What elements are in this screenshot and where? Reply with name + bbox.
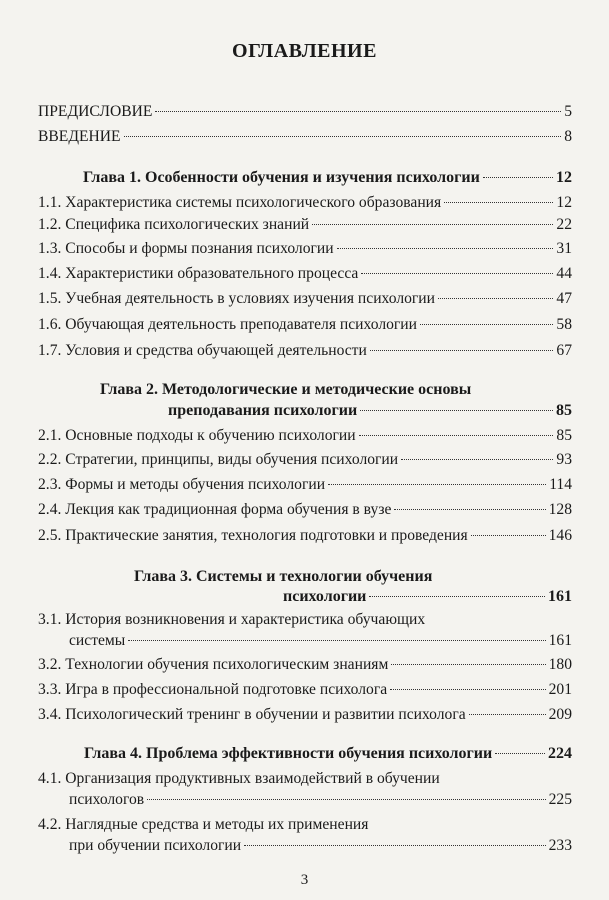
dot-leader [390, 689, 545, 690]
toc-entry-title-line1: 4.1. Организация продуктивных взаимодействий в обучении [38, 770, 440, 787]
toc-entry-page: 146 [548, 527, 572, 544]
toc-entry-title: 1.1. Характеристика системы психологического образования [38, 194, 442, 211]
dot-leader [420, 324, 553, 325]
toc-entry-page: 161 [548, 588, 572, 605]
toc-entry-page: 58 [556, 316, 572, 333]
toc-entry [38, 451, 572, 473]
dot-leader [495, 753, 545, 754]
dot-leader [147, 799, 545, 800]
toc-entry-title: 2.3. Формы и методы обучения психологии [38, 476, 326, 493]
toc-entry-title-line1: 3.1. История возникновения и характеристика обучающих [38, 611, 426, 628]
toc-entry [69, 632, 572, 654]
toc-entry-title: ПРЕДИСЛОВИЕ [38, 103, 153, 120]
dot-leader [361, 273, 553, 274]
toc-chapter-title-line1: Глава 3. Системы и технологии обучения [134, 568, 433, 585]
toc-entry-title: психологов [69, 791, 145, 808]
page-title: ОГЛАВЛЕНИЕ [232, 40, 377, 62]
dot-leader [328, 484, 546, 485]
dot-leader [469, 714, 546, 715]
toc-entry [38, 476, 572, 498]
toc-entry-title: 3.2. Технологии обучения психологическим знаниям [38, 656, 389, 673]
toc-entry [38, 656, 572, 678]
toc-chapter [83, 169, 572, 191]
toc-entry-page: 12 [556, 194, 572, 211]
toc-chapter [84, 745, 572, 767]
toc-entry-title: 2.2. Стратегии, принципы, виды обучения психологии [38, 451, 399, 468]
toc-chapter [283, 588, 572, 610]
toc-entry-page: 22 [556, 216, 572, 233]
dot-leader [244, 845, 546, 846]
dot-leader [471, 535, 546, 536]
toc-entry [38, 240, 572, 262]
toc-entry-page: 31 [556, 240, 572, 257]
toc-entry [38, 216, 572, 238]
toc-entry [38, 316, 572, 338]
toc-entry-page: 67 [556, 342, 572, 359]
toc-entry [38, 527, 572, 549]
toc-entry-page: 209 [548, 706, 572, 723]
dot-leader [370, 350, 554, 351]
toc-entry-title: 3.4. Психологический тренинг в обучении и развитии психолога [38, 706, 466, 723]
toc-entry-page: 180 [548, 656, 572, 673]
dot-leader [401, 459, 553, 460]
toc-entry-title: 1.4. Характеристики образовательного процесса [38, 265, 359, 282]
toc-entry [38, 265, 572, 287]
toc-entry [38, 290, 572, 312]
toc-entry [38, 706, 572, 728]
toc-entry-page: 201 [548, 681, 572, 698]
toc-entry-page: 85 [556, 402, 572, 419]
toc-entry [38, 427, 572, 449]
toc-entry-title: 1.3. Способы и формы познания психологии [38, 240, 334, 257]
dot-leader [312, 224, 553, 225]
toc-entry-page: 44 [556, 265, 572, 282]
dot-leader [337, 248, 554, 249]
toc-entry-title: преподавания психологии [168, 402, 358, 419]
dot-leader [155, 111, 561, 112]
toc-entry-page: 8 [564, 128, 572, 145]
page-number: 3 [300, 872, 309, 888]
toc-entry [38, 194, 572, 216]
toc-entry-page: 5 [564, 103, 572, 120]
dot-leader [369, 596, 545, 597]
toc-entry-page: 224 [548, 745, 572, 762]
toc-entry-title: 1.6. Обучающая деятельность преподавателя психологии [38, 316, 417, 333]
toc-entry-page: 85 [556, 427, 572, 444]
toc-chapter-title-line1: Глава 2. Методологические и методические основы [100, 381, 472, 398]
dot-leader [128, 640, 545, 641]
toc-entry-page: 114 [549, 476, 572, 493]
dot-leader [444, 202, 553, 203]
toc-entry-title: 1.2. Специфика психологических знаний [38, 216, 310, 233]
toc-entry [69, 837, 572, 859]
toc-entry [38, 342, 572, 364]
toc-entry [38, 501, 572, 523]
dot-leader [391, 664, 545, 665]
toc-entry-title: Глава 4. Проблема эффективности обучения психологии [84, 745, 493, 762]
toc-entry-title: 1.5. Учебная деятельность в условиях изучения психологии [38, 290, 436, 307]
toc-entry-title-line1: 4.2. Наглядные средства и методы их применения [38, 816, 369, 833]
dot-leader [394, 509, 545, 510]
toc-entry-page: 128 [548, 501, 572, 518]
toc-entry-title: психологии [283, 588, 367, 605]
toc-entry-page: 161 [548, 632, 572, 649]
toc-chapter [168, 402, 572, 424]
toc-entry-title: 3.3. Игра в профессиональной подготовке психолога [38, 681, 388, 698]
toc-entry-title: 1.7. Условия и средства обучающей деятельности [38, 342, 367, 359]
dot-leader [483, 177, 553, 178]
dot-leader [360, 410, 553, 411]
toc-entry-page: 233 [548, 837, 572, 854]
toc-entry-page: 225 [548, 791, 572, 808]
toc-entry-title: системы [69, 632, 126, 649]
dot-leader [359, 435, 554, 436]
toc-entry [38, 103, 572, 125]
toc-entry [69, 791, 572, 813]
toc-entry-page: 93 [556, 451, 572, 468]
toc-entry-title: Глава 1. Особенности обучения и изучения психологии [83, 169, 480, 186]
toc-entry-page: 12 [556, 169, 572, 186]
toc-entry-title: 2.1. Основные подходы к обучению психологии [38, 427, 356, 444]
toc-entry-title: 2.4. Лекция как традиционная форма обучения в вузе [38, 501, 392, 518]
toc-entry-title: 2.5. Практические занятия, технология подготовки и проведения [38, 527, 468, 544]
dot-leader [124, 136, 562, 137]
dot-leader [438, 298, 553, 299]
toc-entry-page: 47 [556, 290, 572, 307]
toc-entry-title: при обучении психологии [69, 837, 242, 854]
toc-entry [38, 681, 572, 703]
toc-entry-title: ВВЕДЕНИЕ [38, 128, 121, 145]
toc-entry [38, 128, 572, 150]
